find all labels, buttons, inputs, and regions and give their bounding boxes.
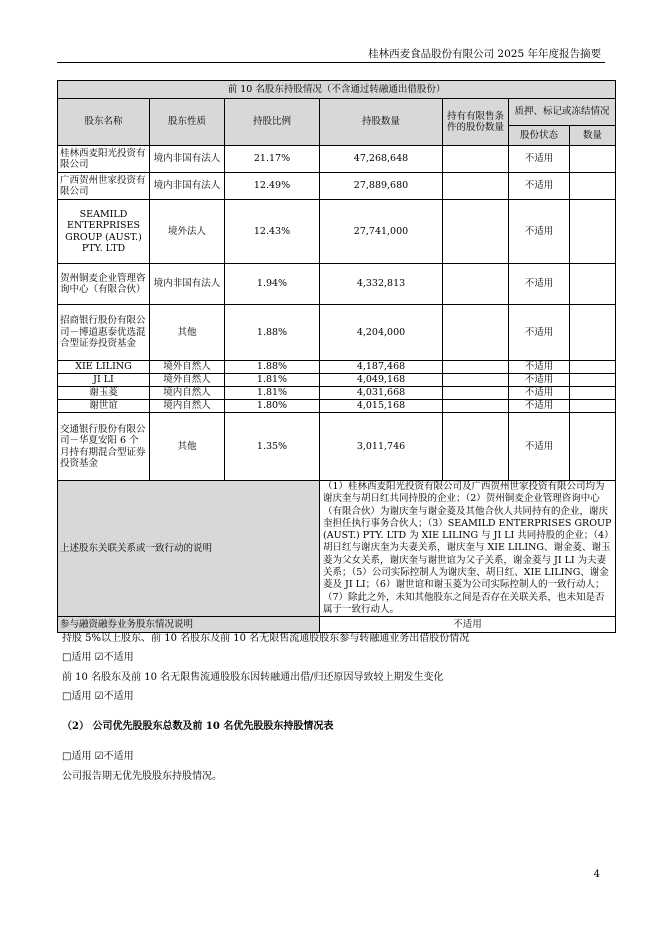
preferred-applicability: □适用 ☑不适用: [62, 751, 134, 762]
restricted-shares: [443, 361, 509, 374]
pledge-qty: [570, 374, 616, 387]
pledge-status: 不适用: [509, 387, 570, 400]
holding-amount: 4,049,168: [320, 374, 443, 387]
col-header-ratio: 持股比例: [225, 99, 320, 146]
table-row: [58, 387, 616, 400]
pledge-status: 不适用: [509, 413, 570, 481]
shareholder-nature: 其他: [150, 413, 225, 481]
holding-amount: 4,332,813: [320, 264, 443, 305]
table-row: [58, 264, 616, 305]
restricted-shares: [443, 146, 509, 173]
restricted-shares: [443, 200, 509, 264]
pledge-status: 不适用: [509, 264, 570, 305]
holding-ratio: 21.17%: [225, 146, 320, 173]
col-header-amount: 持股数量: [320, 99, 443, 146]
holding-ratio: 1.80%: [225, 400, 320, 413]
restricted-shares: [443, 374, 509, 387]
pledge-status: 不适用: [509, 374, 570, 387]
shareholder-name: 交通银行股份有限公司－华夏安阳 6 个月持有期混合型证券投资基金: [58, 413, 150, 481]
holding-ratio: 12.49%: [225, 173, 320, 200]
shareholder-name: 招商银行股份有限公司－博道惠泰优选混合型证券投资基金: [58, 305, 150, 361]
pledge-qty: [570, 361, 616, 374]
pledge-qty: [570, 413, 616, 481]
shareholder-name: JI LI: [58, 374, 150, 387]
shareholder-nature: 境内自然人: [150, 387, 225, 400]
restricted-shares: [443, 387, 509, 400]
shareholder-name: XIE LILING: [58, 361, 150, 374]
holding-ratio: 1.88%: [225, 305, 320, 361]
col-header-pledge-group: 质押、标记或冻结情况: [509, 99, 616, 126]
shareholder-name: SEAMILD ENTERPRISES GROUP (AUST.) PTY. LTD: [58, 200, 150, 264]
pledge-status: 不适用: [509, 400, 570, 413]
top10-shareholders-table: [57, 80, 616, 633]
table-row: [58, 413, 616, 481]
pledge-qty: [570, 305, 616, 361]
header-divider: [57, 62, 605, 63]
pledge-status: 不适用: [509, 200, 570, 264]
preferred-statement: 公司报告期无优先股股东持股情况。: [62, 771, 222, 782]
change-applicability: □适用 ☑不适用: [62, 691, 134, 702]
restricted-shares: [443, 413, 509, 481]
restricted-shares: [443, 264, 509, 305]
table-row: [58, 305, 616, 361]
pledge-status: 不适用: [509, 173, 570, 200]
shareholder-nature: 境内非国有法人: [150, 173, 225, 200]
table-row: [58, 173, 616, 200]
holding-ratio: 1.35%: [225, 413, 320, 481]
shareholder-nature: 境外自然人: [150, 361, 225, 374]
shareholder-name: 贺州铜麦企业管理咨询中心（有限合伙）: [58, 264, 150, 305]
holding-amount: 27,741,000: [320, 200, 443, 264]
pledge-status: 不适用: [509, 305, 570, 361]
col-header-restricted: 持有有限售条件的股份数量: [443, 99, 509, 146]
lending-disclosure-text: 持股 5%以上股东、前 10 名股东及前 10 名无限售流通股股东参与转融通业务出借股份情况: [62, 633, 470, 644]
relation-label: 上述股东关联关系或一致行动的说明: [58, 481, 320, 617]
holding-ratio: 12.43%: [225, 200, 320, 264]
shareholder-name: 谢世谊: [58, 400, 150, 413]
pledge-qty: [570, 387, 616, 400]
table-title: 前 10 名股东持股情况（不含通过转融通出借股份）: [58, 81, 616, 99]
table-row: [58, 374, 616, 387]
pledge-qty: [570, 264, 616, 305]
pledge-status: 不适用: [509, 361, 570, 374]
shareholder-nature: 境内自然人: [150, 400, 225, 413]
holding-amount: 27,889,680: [320, 173, 443, 200]
col-header-pledge-status: 股份状态: [509, 126, 570, 146]
holding-amount: 4,015,168: [320, 400, 443, 413]
shareholder-nature: 境内非国有法人: [150, 146, 225, 173]
holding-ratio: 1.81%: [225, 387, 320, 400]
shareholder-nature: 境外法人: [150, 200, 225, 264]
pledge-qty: [570, 200, 616, 264]
shareholder-name: 广西贺州世家投资有限公司: [58, 173, 150, 200]
shareholder-name: 谢玉菱: [58, 387, 150, 400]
table-row: [58, 400, 616, 413]
relation-text: （1）桂林西麦阳光投资有限公司及广西贺州世家投资有限公司均为谢庆奎与胡日红共同持股的企业；（2）贺州铜麦企业管理咨询中心（有限合伙）为谢庆奎与谢金菱及其他合伙人共同持有的企业，谢庆奎担任执行事务合伙人；（3）SEAMILD ENTERPRISES GROUP (AUST.) PTY. LTD 为 XIE LILING 与 JI LI 共同持股的企业；（4）胡日红与谢庆奎为夫妻关系，谢庆奎与 XIE LILING、谢金菱、谢玉菱为父女关系，谢庆奎与谢世谊为父子关系，谢金菱与 JI LI 为夫妻关系；（5）公司实际控制人为谢庆奎、胡日红、XIE LILING、谢金菱及 JI LI；（6）谢世谊和谢玉菱为公司实际控制人的一致行动人；（7）除此之外，未知其他股东之间是否存在关联关系，也未知是否属于一致行动人。: [320, 481, 616, 617]
holding-ratio: 1.94%: [225, 264, 320, 305]
restricted-shares: [443, 400, 509, 413]
table-row: [58, 146, 616, 173]
report-header: 桂林西麦食品股份有限公司 2025 年年度报告摘要: [368, 48, 601, 60]
holding-ratio: 1.88%: [225, 361, 320, 374]
page-number: 4: [593, 869, 600, 880]
pledge-status: 不适用: [509, 146, 570, 173]
shareholder-nature: 境内非国有法人: [150, 264, 225, 305]
pledge-qty: [570, 173, 616, 200]
pledge-qty: [570, 400, 616, 413]
holding-amount: 47,268,648: [320, 146, 443, 173]
lending-applicability: □适用 ☑不适用: [62, 652, 134, 663]
restricted-shares: [443, 305, 509, 361]
table-row: [58, 361, 616, 374]
holding-amount: 3,011,746: [320, 413, 443, 481]
holding-amount: 4,031,668: [320, 387, 443, 400]
margin-trading-value: 不适用: [320, 617, 616, 633]
holding-ratio: 1.81%: [225, 374, 320, 387]
margin-trading-label: 参与融资融券业务股东情况说明: [58, 617, 320, 633]
change-disclosure-text: 前 10 名股东及前 10 名无限售流通股股东因转融通出借/归还原因导致较上期发生变化: [62, 672, 444, 683]
col-header-nature: 股东性质: [150, 99, 225, 146]
pledge-qty: [570, 146, 616, 173]
restricted-shares: [443, 173, 509, 200]
col-header-pledge-qty: 数量: [570, 126, 616, 146]
shareholder-nature: 境外自然人: [150, 374, 225, 387]
table-row: [58, 200, 616, 264]
shareholder-nature: 其他: [150, 305, 225, 361]
col-header-name: 股东名称: [58, 99, 150, 146]
holding-amount: 4,187,468: [320, 361, 443, 374]
preferred-shareholders-heading: （2） 公司优先股股东总数及前 10 名优先股股东持股情况表: [62, 721, 334, 732]
holding-amount: 4,204,000: [320, 305, 443, 361]
shareholder-name: 桂林西麦阳光投资有限公司: [58, 146, 150, 173]
